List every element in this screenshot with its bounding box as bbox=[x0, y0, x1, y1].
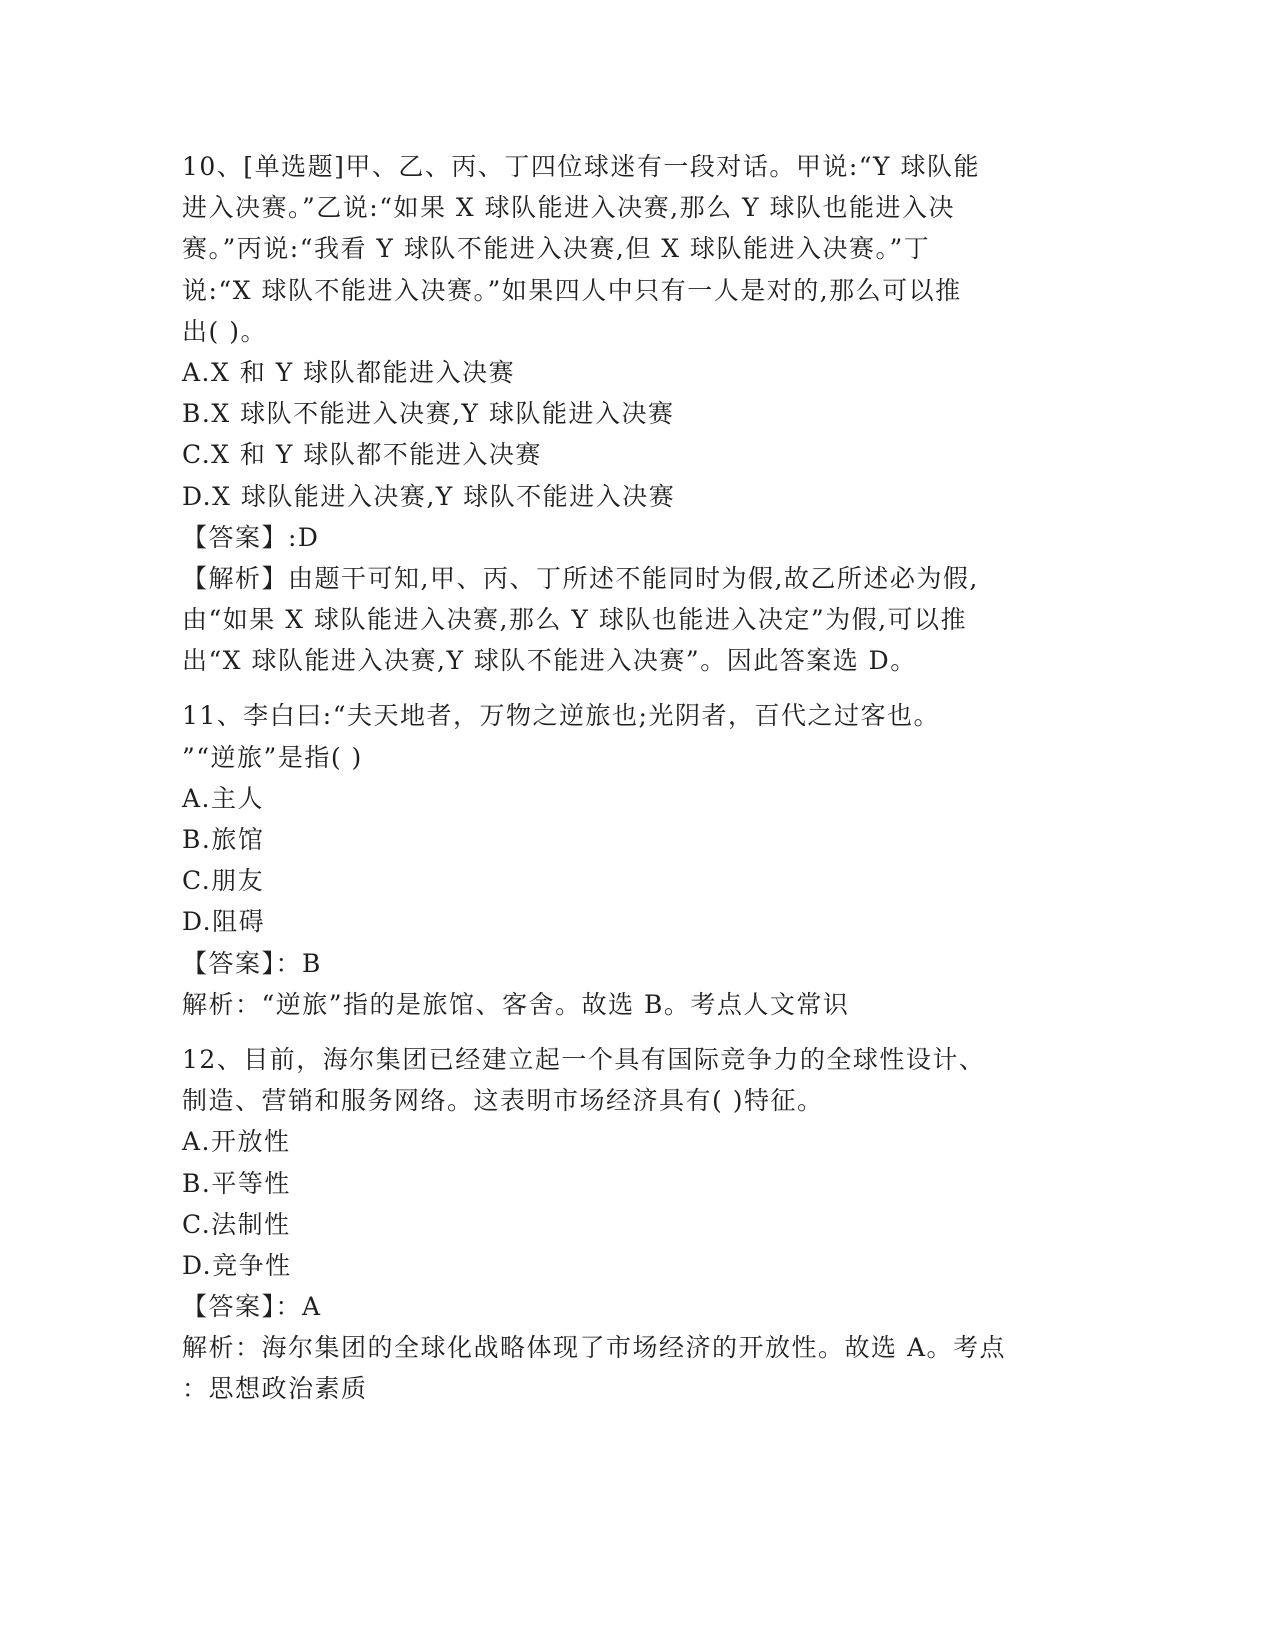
question-stem-line: 出( )。 bbox=[182, 316, 267, 346]
option-a: A.X 和 Y 球队都能进入决赛 bbox=[182, 357, 516, 387]
option-c: C.法制性 bbox=[182, 1209, 291, 1239]
option-a: A.开放性 bbox=[182, 1127, 291, 1157]
question-stem-line: 进入决赛。”乙说:“如果 X 球队能进入决赛,那么 Y 球队也能进入决 bbox=[182, 193, 956, 223]
analysis-line: 解析：“逆旅”指的是旅馆、客舍。故选 B。考点人文常识 bbox=[182, 989, 850, 1019]
analysis-line: ：思想政治素质 bbox=[182, 1374, 368, 1404]
option-b: B.旅馆 bbox=[182, 825, 265, 854]
question-stem-line: ”“逆旅”是指( ) bbox=[182, 742, 363, 772]
option-a: A.主人 bbox=[182, 783, 265, 813]
question-stem-line: 10、[单选题]甲、乙、丙、丁四位球迷有一段对话。甲说:“Y 球队能 bbox=[182, 152, 980, 181]
answer-line: 【答案】：A bbox=[182, 1292, 322, 1322]
analysis-line: 【解析】由题干可知,甲、丙、丁所述不能同时为假,故乙所述必为假, bbox=[182, 563, 979, 593]
option-c: C.X 和 Y 球队都不能进入决赛 bbox=[182, 440, 542, 470]
document-body bbox=[182, 146, 1062, 1410]
question-separator bbox=[182, 681, 1062, 695]
question-stem-line: 11、李白曰:“夫天地者，万物之逆旅也;光阴者，百代之过客也。 bbox=[182, 701, 940, 731]
question-block bbox=[182, 1039, 1062, 1410]
option-b: B.X 球队不能进入决赛,Y 球队能进入决赛 bbox=[182, 399, 675, 429]
option-d: D.X 球队能进入决赛,Y 球队不能进入决赛 bbox=[182, 481, 676, 511]
option-d: D.阻碍 bbox=[182, 907, 266, 937]
question-block bbox=[182, 695, 1062, 1025]
question-stem-line: 制造、营销和服务网络。这表明市场经济具有( )特征。 bbox=[182, 1086, 824, 1116]
question-stem-line: 说:“X 球队不能进入决赛。”如果四人中只有一人是对的,那么可以推 bbox=[182, 275, 962, 305]
analysis-line: 由“如果 X 球队能进入决赛,那么 Y 球队也能进入决定”为假,可以推 bbox=[182, 605, 968, 635]
analysis-line: 出“X 球队能进入决赛,Y 球队不能进入决赛”。因此答案选 D。 bbox=[182, 646, 917, 676]
answer-line: 【答案】：B bbox=[182, 948, 322, 978]
question-stem-line: 赛。”丙说:“我看 Y 球队不能进入决赛,但 X 球队能进入决赛。”丁 bbox=[182, 234, 931, 264]
option-b: B.平等性 bbox=[182, 1168, 291, 1198]
analysis-line: 解析：海尔集团的全球化战略体现了市场经济的开放性。故选 A。考点 bbox=[182, 1333, 1007, 1363]
option-d: D.竞争性 bbox=[182, 1250, 292, 1280]
answer-line: 【答案】:D bbox=[182, 522, 320, 552]
question-separator bbox=[182, 1025, 1062, 1039]
option-c: C.朋友 bbox=[182, 866, 265, 896]
question-block bbox=[182, 146, 1062, 681]
question-stem-line: 12、目前，海尔集团已经建立起一个具有国际竞争力的全球性设计、 bbox=[182, 1044, 986, 1074]
